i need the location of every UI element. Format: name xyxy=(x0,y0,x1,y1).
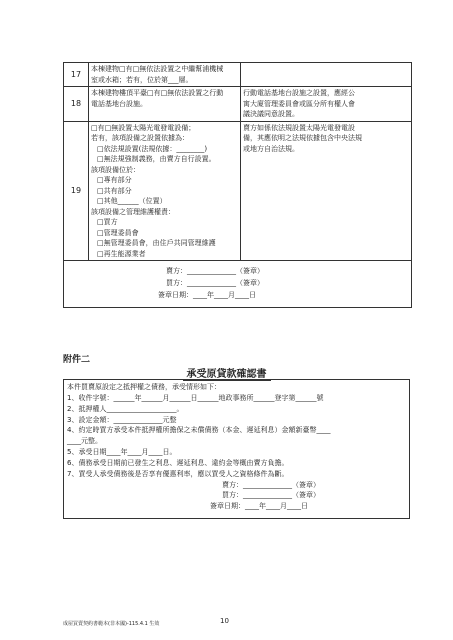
text-line: 4、約定時買方承受本件抵押權所擔保之未償債務（本金、遲延利息）金額新臺幣____ xyxy=(67,426,331,435)
seller-signature-line: 賣方：______________（簽章） xyxy=(222,480,320,489)
text-line: 備，其應依明之法規依據包含中央法規 xyxy=(243,134,362,142)
text-line: 賣方如係依法規設置太陽光電發電設 xyxy=(243,123,355,132)
text-line: □無管理委員會，由住戶共同管理維護 xyxy=(97,239,216,247)
seller-signature-line: 賣方：______________（簽章） xyxy=(166,267,264,275)
signature-row xyxy=(64,261,412,308)
text-line: 該項設備之管理維護權責： xyxy=(91,207,175,216)
signature-date-line: 簽章日期：____年____月____日 xyxy=(158,291,256,299)
text-line: □依法規設置(法規依據：________) xyxy=(97,144,208,153)
table-row xyxy=(64,63,412,87)
row-description xyxy=(89,63,241,87)
text-line: 或地方自治法規。 xyxy=(243,144,299,153)
contract-table xyxy=(63,62,412,308)
text-line: □買方 xyxy=(97,218,118,226)
text-line: 7、買受人承受債務後是否享有優惠利率，應以買受人之資格條件為斷。 xyxy=(67,469,289,478)
attachment-title-text: 承受原貸款確認書 xyxy=(183,369,271,381)
row-number: 17 xyxy=(64,63,89,87)
page-number: 10 xyxy=(220,617,229,625)
attachment-label: 附件二 xyxy=(63,355,91,365)
text-line: □專有部分 xyxy=(97,176,132,184)
row-number: 18 xyxy=(64,87,89,122)
row-note xyxy=(241,63,412,87)
row-note xyxy=(241,121,412,261)
row-description xyxy=(89,87,241,122)
text-line: 寓大廈管理委員會或區分所有權人會 xyxy=(243,99,355,108)
text-line: 5、承受日期____年____月____日。 xyxy=(67,448,177,457)
text-line: 2、抵押權人____________________。 xyxy=(67,404,184,413)
attachment-title xyxy=(0,365,453,380)
text-line: 若有，該項設備之設置依據為： xyxy=(91,134,189,142)
signature-date-line: 簽章日期：____年____月____日 xyxy=(210,502,308,511)
row-description xyxy=(89,121,241,261)
table-row xyxy=(64,87,412,122)
text-line: □共有部分 xyxy=(97,186,132,195)
attachment-box xyxy=(63,379,410,519)
text-line: 該項設備位於： xyxy=(91,165,140,174)
row-number: 19 xyxy=(64,121,89,261)
text-line: 1、收件字號：______年______月______日______地政事務所______登字第______號 xyxy=(67,393,324,402)
text-line: 本棟建物樓頂平臺□有□無依法設置之行動 xyxy=(91,89,224,97)
text-line: 室或水箱；若有，位於第___層。 xyxy=(91,75,193,84)
text-line: □管理委員會 xyxy=(97,228,139,237)
buyer-signature-line: 買方：______________（簽章） xyxy=(166,279,264,287)
text-line: 行動電話基地台設施之設置，應經公 xyxy=(243,89,355,97)
text-line: □再生能源業者 xyxy=(97,249,146,258)
text-line: 電話基地台設施。 xyxy=(91,99,147,108)
text-line: □無法規強制義務，由賣方自行設置。 xyxy=(97,155,216,163)
table-row xyxy=(64,121,412,261)
text-line: 6、債務承受日期前已發生之利息、遲延利息、違約金等概由賣方負擔。 xyxy=(67,458,289,467)
text-line: ____元整。 xyxy=(67,437,102,446)
text-line: □有□無設置太陽光電發電設備； xyxy=(91,123,196,132)
buyer-signature-line: 買方：______________（簽章） xyxy=(222,491,320,500)
row-note xyxy=(241,87,412,122)
text-line: 本件買賣原設定之抵押權之債務，承受情形如下： xyxy=(67,383,221,391)
text-line: 3、設定金額：______________元整 xyxy=(67,415,177,424)
footer-text: 成屋買賣契約書範本(非本國)-115.4.1 生效 xyxy=(63,621,160,627)
signature-block xyxy=(64,261,412,308)
text-line: □其他______（位置） xyxy=(97,197,167,205)
text-line: 本棟建物□有□無依法設置之中繼幫浦機械 xyxy=(91,65,224,73)
text-line: 議決議同意設置。 xyxy=(243,110,299,118)
